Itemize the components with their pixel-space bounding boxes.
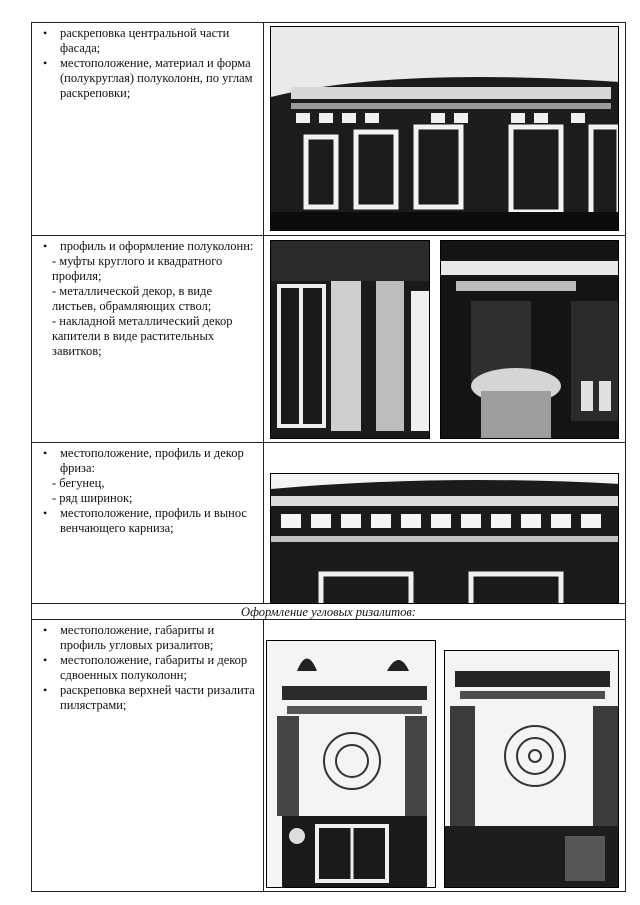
section-header: Оформление угловых ризалитов:: [32, 604, 625, 620]
list-item: • раскреповка центральной части фасада;: [40, 26, 257, 56]
photo-cell: [264, 23, 625, 235]
table-row: [32, 236, 625, 443]
description-cell: [32, 620, 264, 892]
photo-cell: [264, 620, 625, 892]
list-item: • местоположение, материал и форма (полукруглая) полуколонн, по углам раскреповки;: [40, 56, 257, 101]
list-item: • раскреповка верхней части ризалита пилястрами;: [40, 683, 257, 713]
list-item: • местоположение, габариты и декор сдвоенных полуколонн;: [40, 653, 257, 683]
description-cell: [32, 236, 264, 442]
bullet-list: [40, 26, 257, 101]
table-row: [32, 620, 625, 892]
corner-risalit-photo-2: [444, 650, 619, 888]
list-item: • местоположение, профиль и декор фриза:: [40, 446, 257, 476]
list-item: • местоположение, габариты и профиль угловых ризалитов;: [40, 623, 257, 653]
bullet-list: [40, 239, 257, 359]
list-item: - бегунец,: [52, 476, 105, 490]
window-photo: [270, 240, 430, 439]
table-row: [32, 443, 625, 604]
list-item: - металлической декор, в виде листьев, обрамляющих ствол;: [52, 284, 213, 313]
corner-risalit-photo-1: [266, 640, 436, 888]
facade-photo: [270, 26, 619, 231]
architecture-table: [31, 22, 626, 892]
list-item: - ряд ширинок;: [52, 491, 133, 505]
bullet-list: [40, 623, 257, 713]
list-item: - накладной металлический декор капители в виде растительных завитков;: [52, 314, 233, 358]
frieze-cornice-photo: [270, 473, 619, 604]
photo-cell: [264, 236, 625, 442]
description-cell: [32, 23, 264, 235]
table-row: [32, 23, 625, 236]
photo-cell: [264, 443, 625, 603]
column-capital-photo: [440, 240, 619, 439]
list-item: • профиль и оформление полуколонн:: [40, 239, 257, 254]
bullet-list: [40, 446, 257, 536]
description-cell: [32, 443, 264, 603]
list-item: • местоположение, профиль и вынос венчающего карниза;: [40, 506, 257, 536]
list-item: - муфты круглого и квадратного профиля;: [52, 254, 223, 283]
